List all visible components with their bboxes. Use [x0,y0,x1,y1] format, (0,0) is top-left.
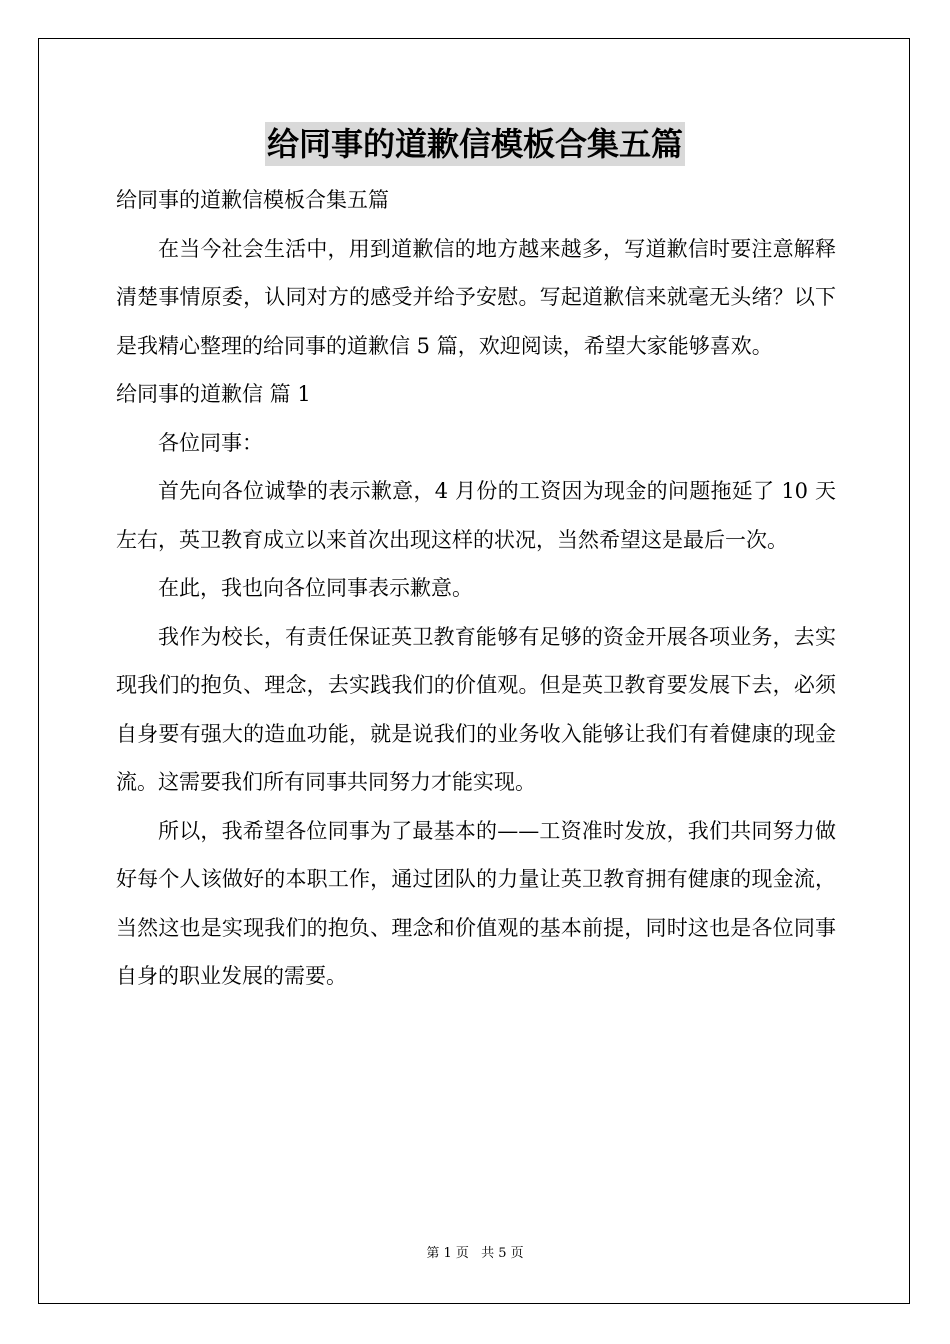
paragraph: 所以，我希望各位同事为了最基本的——工资准时发放，我们共同努力做好每个人该做好的本职工作，通过团队的力量让英卫教育拥有健康的现金流，当然这也是实现我们的抱负、理念和价值观的基本前提，同时这也是各位同事自身的职业发展的需要。 [116,818,836,988]
page-total: 共 5 页 [481,1246,524,1261]
page-footer [0,1245,950,1263]
paragraph: 给同事的道歉信模板合集五篇 [116,188,389,212]
paragraph: 首先向各位诚挚的表示歉意，4 月份的工资因为现金的问题拖延了 10 天左右，英卫教育成立以来首次出现这样的状况，当然希望这是最后一次。 [116,479,836,552]
paragraph: 在此，我也向各位同事表示歉意。 [158,576,473,600]
paragraph: 给同事的道歉信 篇 1 [116,382,311,406]
paragraph: 我作为校长，有责任保证英卫教育能够有足够的资金开展各项业务，去实现我们的抱负、理念，去实践我们的价值观。但是英卫教育要发展下去，必须自身要有强大的造血功能，就是说我们的业务收入能够让我们有着健康的现金流。这需要我们所有同事共同努力才能实现。 [116,624,836,794]
paragraph: 在当今社会生活中，用到道歉信的地方越来越多，写道歉信时要注意解释清楚事情原委，认同对方的感受并给予安慰。写起道歉信来就毫无头绪？以下是我精心整理的给同事的道歉信 5 篇，欢迎阅读，希望大家能够喜欢。 [116,236,836,358]
document-body [116,176,836,1001]
page-number: 第 1 页 [426,1246,469,1261]
document-title: 给同事的道歉信模板合集五篇 [265,122,685,166]
paragraph: 各位同事： [158,430,263,455]
title-wrap [0,122,950,166]
